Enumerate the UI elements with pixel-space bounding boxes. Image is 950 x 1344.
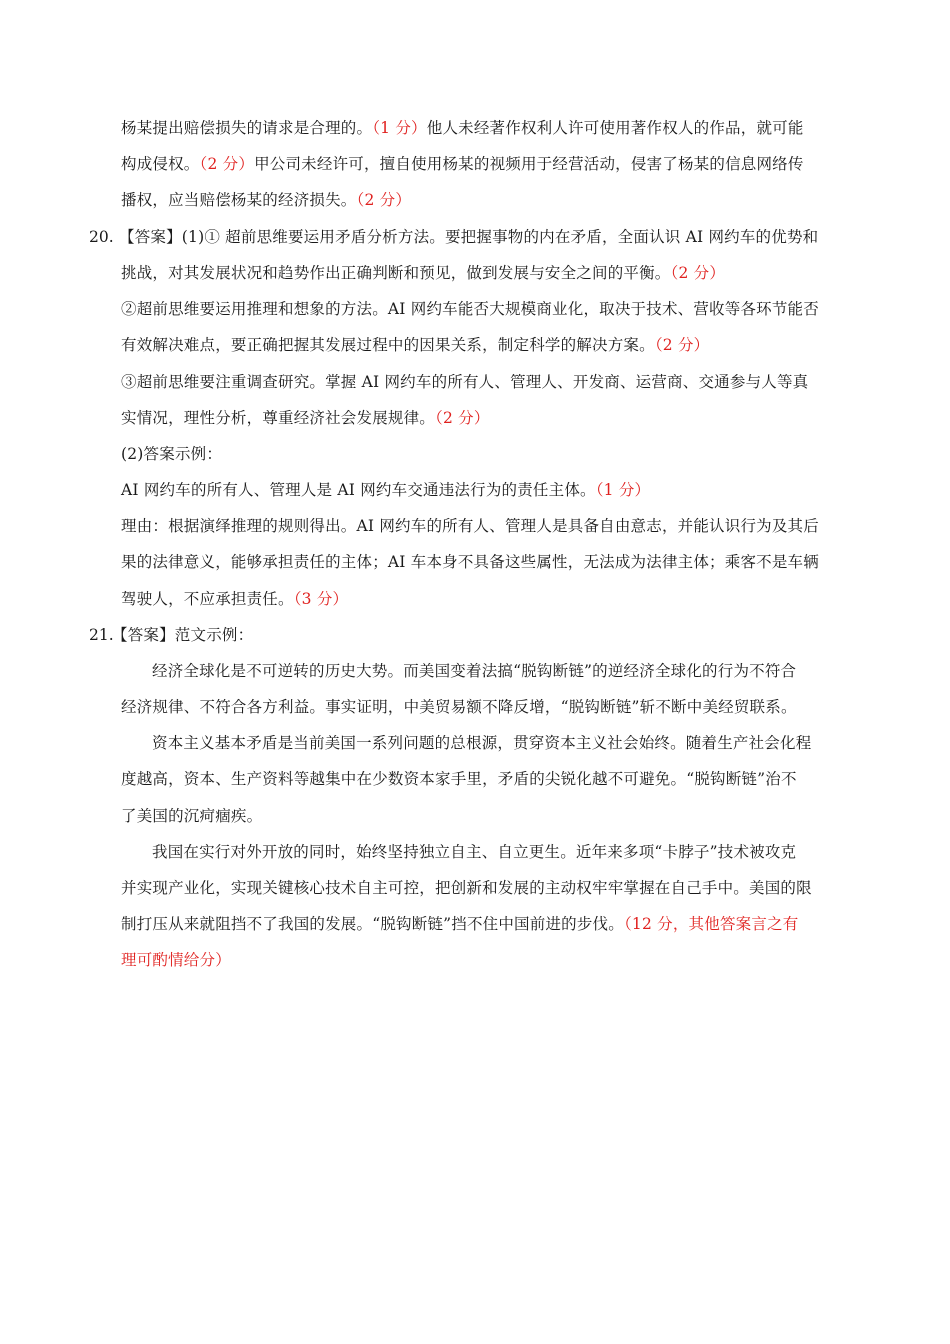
q20-line-6 — [121, 408, 490, 428]
q21-text: 【答案】范文示例： — [112, 626, 254, 644]
q19-line-1 — [121, 118, 804, 138]
score-mark: 理可酌情给分） — [121, 951, 231, 969]
q21-line-1 — [112, 625, 253, 645]
q19-line-3 — [121, 190, 411, 210]
q20-text: ③超前思维要注重调查研究。掌握 AI 网约车的所有人、管理人、开发商、运营商、交通参与人等真 — [121, 373, 809, 391]
q20-line-7 — [121, 444, 222, 464]
q20-text: 驾驶人，不应承担责任。 — [121, 590, 294, 608]
question-number-21: 21. — [89, 626, 114, 644]
score-mark: （2 分） — [199, 155, 255, 173]
q21-para3-line-1 — [152, 842, 796, 862]
q21-text: 经济规律、不符合各方利益。事实证明，中美贸易额不降反增，“脱钩断链”斩不断中美经贸联系。 — [121, 698, 797, 716]
q20-line-4 — [121, 335, 709, 355]
score-mark: （2 分） — [435, 409, 490, 427]
q20-text: 果的法律意义，能够承担责任的主体；AI 车本身不具备这些属性，无法成为法律主体；乘客不是车辆 — [121, 553, 819, 571]
q21-para3-line-2 — [121, 878, 812, 898]
q20-text: 有效解决难点，要正确把握其发展过程中的因果关系，制定科学的解决方案。 — [121, 336, 655, 354]
score-mark: （2 分） — [356, 191, 412, 209]
q19-text: 甲公司未经许可，擅自使用杨某的视频用于经营活动，侵害了杨某的信息网络传 — [254, 155, 804, 173]
q20-line-9 — [121, 516, 819, 536]
q21-para1-line-1 — [152, 661, 796, 681]
q19-text: 构成侵权。 — [121, 155, 200, 173]
q20-line-8 — [121, 480, 650, 500]
score-mark: （2 分） — [670, 264, 726, 282]
q21-text: 经济全球化是不可逆转的历史大势。而美国变着法搞“脱钩断链”的逆经济全球化的行为不符合 — [152, 662, 797, 680]
score-mark: （1 分） — [372, 119, 427, 137]
q20-text: 挑战，对其发展状况和趋势作出正确判断和预见，做到发展与安全之间的平衡。 — [121, 264, 671, 282]
q21-text: 我国在实行对外开放的同时，始终坚持独立自主、自立更生。近年来多项“卡脖子”技术被攻克 — [152, 843, 797, 861]
q21-text: 了美国的沉疴痼疾。 — [121, 807, 263, 825]
q21-text: 并实现产业化，实现关键核心技术自主可控，把创新和发展的主动权牢牢掌握在自己手中。美国的限 — [121, 879, 812, 897]
q21-para2-line-3 — [121, 806, 262, 826]
q19-line-2 — [121, 154, 804, 174]
q20-text: 理由：根据演绎推理的规则得出。AI 网约车的所有人、管理人是具备自由意志，并能认识行为及其后 — [121, 517, 819, 535]
q20-line-2 — [121, 263, 725, 283]
q21-para3-line-3 — [121, 914, 798, 934]
q21-para2-line-2 — [121, 769, 797, 789]
q20-line-10 — [121, 552, 819, 572]
q20-text: ②超前思维要运用推理和想象的方法。AI 网约车能否大规模商业化，取决于技术、营收等各环节能否 — [121, 300, 819, 318]
q20-line-3 — [121, 299, 819, 319]
q19-text: 他人未经著作权利人许可使用著作权人的作品，就可能 — [426, 119, 804, 137]
score-mark: （3 分） — [293, 590, 349, 608]
q19-text: 播权，应当赔偿杨某的经济损失。 — [121, 191, 357, 209]
q21-text: 度越高，资本、生产资料等越集中在少数资本家手里，矛盾的尖锐化越不可避免。“脱钩断链”治不 — [121, 770, 797, 788]
q20-text: (2)答案示例： — [121, 445, 223, 463]
q20-line-5 — [121, 372, 808, 392]
q21-para1-line-2 — [121, 697, 797, 717]
q20-text: 【答案】(1)① 超前思维要运用矛盾分析方法。要把握事物的内在矛盾，全面认识 AI 网约车的优势和 — [119, 228, 819, 246]
q20-text: AI 网约车的所有人、管理人是 AI 网约车交通违法行为的责任主体。 — [121, 481, 596, 499]
q20-text: 实情况，理性分析，尊重经济社会发展规律。 — [121, 409, 436, 427]
score-mark: （1 分） — [595, 481, 651, 499]
q20-line-11 — [121, 589, 348, 609]
q21-text: 资本主义基本矛盾是当前美国一系列问题的总根源，贯穿资本主义社会始终。随着生产社会化程 — [152, 734, 812, 752]
question-number-20: 20. — [89, 228, 114, 246]
score-mark: （12 分，其他答案言之有 — [623, 915, 799, 933]
q19-text: 杨某提出赔偿损失的请求是合理的。 — [121, 119, 373, 137]
q21-para3-line-4 — [121, 950, 231, 970]
score-mark: （2 分） — [654, 336, 710, 354]
q20-line-1 — [119, 227, 818, 247]
q21-para2-line-1 — [152, 733, 811, 753]
q21-text: 制打压从来就阻挡不了我国的发展。“脱钩断链”挡不住中国前进的步伐。 — [121, 915, 624, 933]
